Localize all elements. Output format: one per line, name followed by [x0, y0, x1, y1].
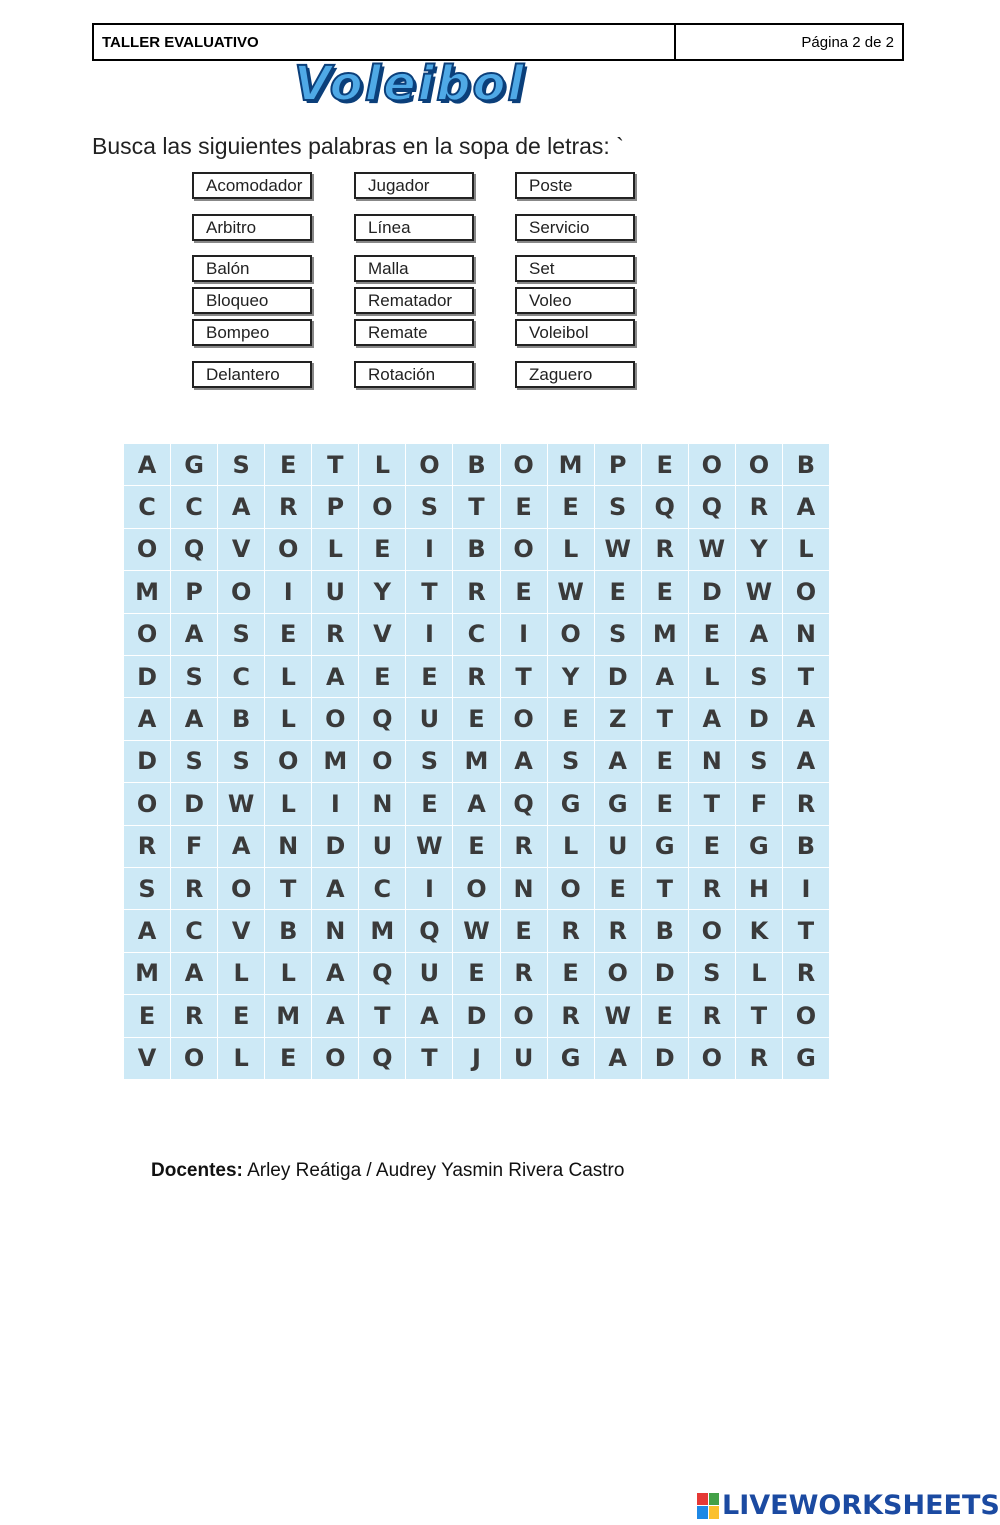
grid-letter[interactable]: L — [218, 1038, 265, 1080]
grid-letter[interactable]: T — [689, 783, 736, 825]
grid-letter[interactable]: S — [171, 656, 218, 698]
word-box: Rotación — [354, 361, 474, 388]
grid-letter[interactable]: W — [595, 995, 642, 1037]
grid-letter[interactable]: A — [406, 995, 453, 1037]
grid-letter[interactable]: E — [218, 995, 265, 1037]
grid-letter[interactable]: C — [453, 614, 500, 656]
grid-letter[interactable]: W — [453, 910, 500, 952]
grid-letter[interactable]: Q — [171, 529, 218, 571]
grid-letter[interactable]: O — [406, 444, 453, 486]
grid-letter[interactable]: E — [689, 826, 736, 868]
grid-letter[interactable]: A — [736, 614, 783, 656]
word-box: Bompeo — [192, 319, 312, 346]
grid-letter[interactable]: S — [218, 614, 265, 656]
grid-letter[interactable]: E — [124, 995, 171, 1037]
grid-letter[interactable]: R — [312, 614, 359, 656]
worksheet-title: Voleibol — [294, 56, 526, 112]
grid-letter[interactable]: T — [501, 656, 548, 698]
grid-letter[interactable]: T — [453, 486, 500, 528]
grid-letter[interactable]: E — [501, 486, 548, 528]
grid-letter[interactable]: I — [501, 614, 548, 656]
grid-letter[interactable]: L — [265, 656, 312, 698]
grid-letter[interactable]: R — [265, 486, 312, 528]
grid-letter[interactable]: C — [218, 656, 265, 698]
grid-letter[interactable]: O — [501, 995, 548, 1037]
brand-text: LIVEWORKSHEETS — [722, 1490, 1000, 1521]
grid-letter[interactable]: E — [453, 698, 500, 740]
grid-letter[interactable]: U — [312, 571, 359, 613]
grid-letter[interactable]: O — [171, 1038, 218, 1080]
grid-letter[interactable]: W — [689, 529, 736, 571]
grid-letter[interactable]: I — [406, 529, 453, 571]
word-box: Arbitro — [192, 214, 312, 241]
grid-letter[interactable]: T — [642, 868, 689, 910]
grid-letter[interactable]: O — [265, 529, 312, 571]
grid-letter[interactable]: L — [265, 953, 312, 995]
grid-letter[interactable]: G — [548, 783, 595, 825]
word-box: Set — [515, 255, 635, 282]
grid-letter[interactable]: A — [453, 783, 500, 825]
grid-letter[interactable]: R — [171, 995, 218, 1037]
grid-letter[interactable]: R — [548, 995, 595, 1037]
grid-letter[interactable]: G — [548, 1038, 595, 1080]
grid-letter[interactable]: S — [736, 656, 783, 698]
grid-letter[interactable]: V — [218, 910, 265, 952]
grid-letter[interactable]: D — [642, 1038, 689, 1080]
grid-letter[interactable]: P — [171, 571, 218, 613]
grid-letter[interactable]: C — [171, 486, 218, 528]
grid-letter[interactable]: E — [642, 995, 689, 1037]
grid-letter[interactable]: T — [736, 995, 783, 1037]
grid-letter[interactable]: A — [783, 741, 830, 783]
grid-letter[interactable]: E — [642, 444, 689, 486]
grid-letter[interactable]: M — [453, 741, 500, 783]
grid-letter[interactable]: U — [501, 1038, 548, 1080]
liveworksheets-logo-icon — [697, 1493, 719, 1519]
grid-letter[interactable]: M — [548, 444, 595, 486]
grid-letter[interactable]: E — [642, 741, 689, 783]
grid-letter[interactable]: I — [783, 868, 830, 910]
grid-letter[interactable]: W — [736, 571, 783, 613]
grid-letter[interactable]: R — [453, 656, 500, 698]
word-box: Malla — [354, 255, 474, 282]
grid-letter[interactable]: B — [453, 529, 500, 571]
grid-letter[interactable]: C — [171, 910, 218, 952]
grid-letter[interactable]: R — [501, 826, 548, 868]
grid-letter[interactable]: D — [595, 656, 642, 698]
grid-letter[interactable]: S — [124, 868, 171, 910]
grid-letter[interactable]: U — [359, 826, 406, 868]
grid-letter[interactable]: E — [265, 444, 312, 486]
grid-letter[interactable]: O — [265, 741, 312, 783]
grid-letter[interactable]: S — [548, 741, 595, 783]
grid-letter[interactable]: R — [689, 868, 736, 910]
grid-letter[interactable]: J — [453, 1038, 500, 1080]
grid-letter[interactable]: K — [736, 910, 783, 952]
teachers-credit — [151, 1160, 624, 1182]
grid-letter[interactable]: N — [501, 868, 548, 910]
grid-letter[interactable]: E — [642, 571, 689, 613]
grid-letter[interactable]: I — [265, 571, 312, 613]
grid-letter[interactable]: Q — [501, 783, 548, 825]
grid-letter[interactable]: O — [359, 486, 406, 528]
grid-letter[interactable]: D — [453, 995, 500, 1037]
grid-letter[interactable]: L — [783, 529, 830, 571]
word-box: Voleo — [515, 287, 635, 314]
grid-letter[interactable]: D — [642, 953, 689, 995]
grid-letter[interactable]: O — [689, 444, 736, 486]
grid-letter[interactable]: M — [124, 953, 171, 995]
grid-letter[interactable]: T — [265, 868, 312, 910]
grid-letter[interactable]: B — [642, 910, 689, 952]
word-box: Voleibol — [515, 319, 635, 346]
grid-letter[interactable]: L — [265, 783, 312, 825]
word-box: Rematador — [354, 287, 474, 314]
grid-letter[interactable]: E — [406, 656, 453, 698]
grid-letter[interactable]: R — [548, 910, 595, 952]
grid-letter[interactable]: G — [171, 444, 218, 486]
grid-letter[interactable]: B — [218, 698, 265, 740]
grid-letter[interactable]: L — [548, 826, 595, 868]
grid-letter[interactable]: O — [548, 614, 595, 656]
grid-letter[interactable]: N — [359, 783, 406, 825]
grid-letter[interactable]: Q — [642, 486, 689, 528]
grid-letter[interactable]: A — [124, 444, 171, 486]
grid-letter[interactable]: C — [124, 486, 171, 528]
grid-letter[interactable]: E — [689, 614, 736, 656]
grid-letter[interactable]: H — [736, 868, 783, 910]
grid-letter[interactable]: E — [501, 910, 548, 952]
grid-letter[interactable]: A — [312, 868, 359, 910]
grid-letter[interactable]: R — [783, 783, 830, 825]
grid-letter[interactable]: O — [359, 741, 406, 783]
grid-letter[interactable]: E — [453, 953, 500, 995]
grid-letter[interactable]: U — [595, 826, 642, 868]
grid-letter[interactable]: S — [689, 953, 736, 995]
grid-letter[interactable]: R — [595, 910, 642, 952]
grid-letter[interactable]: R — [736, 486, 783, 528]
grid-letter[interactable]: M — [642, 614, 689, 656]
grid-letter[interactable]: O — [501, 698, 548, 740]
grid-letter[interactable]: U — [406, 698, 453, 740]
grid-letter[interactable]: Q — [406, 910, 453, 952]
grid-letter[interactable]: W — [595, 529, 642, 571]
grid-letter[interactable]: O — [689, 910, 736, 952]
grid-letter[interactable]: L — [218, 953, 265, 995]
grid-letter[interactable]: O — [124, 614, 171, 656]
grid-letter[interactable]: O — [312, 698, 359, 740]
grid-letter[interactable]: N — [265, 826, 312, 868]
grid-letter[interactable]: A — [595, 741, 642, 783]
grid-letter[interactable]: L — [312, 529, 359, 571]
grid-letter[interactable]: G — [595, 783, 642, 825]
grid-letter[interactable]: S — [595, 614, 642, 656]
grid-letter[interactable]: E — [595, 868, 642, 910]
grid-letter[interactable]: O — [501, 444, 548, 486]
grid-letter[interactable]: S — [736, 741, 783, 783]
grid-letter[interactable]: G — [783, 1038, 830, 1080]
word-list — [192, 172, 642, 392]
grid-letter[interactable]: B — [265, 910, 312, 952]
grid-letter[interactable]: A — [312, 953, 359, 995]
grid-letter[interactable]: Q — [359, 698, 406, 740]
grid-letter[interactable]: E — [548, 698, 595, 740]
word-box: Balón — [192, 255, 312, 282]
grid-letter[interactable]: V — [359, 614, 406, 656]
grid-letter[interactable]: A — [642, 656, 689, 698]
grid-letter[interactable]: R — [736, 1038, 783, 1080]
grid-letter[interactable]: E — [642, 783, 689, 825]
grid-letter[interactable]: E — [265, 1038, 312, 1080]
grid-letter[interactable]: S — [218, 741, 265, 783]
grid-letter[interactable]: R — [453, 571, 500, 613]
grid-letter[interactable]: A — [171, 953, 218, 995]
grid-letter[interactable]: T — [359, 995, 406, 1037]
grid-letter[interactable]: I — [312, 783, 359, 825]
word-box: Zaguero — [515, 361, 635, 388]
grid-letter[interactable]: A — [218, 486, 265, 528]
grid-letter[interactable]: O — [501, 529, 548, 571]
grid-letter[interactable]: S — [406, 741, 453, 783]
grid-letter[interactable]: Y — [548, 656, 595, 698]
grid-letter[interactable]: E — [548, 953, 595, 995]
grid-letter[interactable]: V — [218, 529, 265, 571]
grid-letter[interactable]: M — [265, 995, 312, 1037]
grid-letter[interactable]: L — [736, 953, 783, 995]
grid-letter[interactable]: A — [124, 698, 171, 740]
grid-letter[interactable]: M — [124, 571, 171, 613]
grid-letter[interactable]: Y — [359, 571, 406, 613]
grid-letter[interactable]: A — [783, 698, 830, 740]
grid-letter[interactable]: T — [312, 444, 359, 486]
grid-letter[interactable]: A — [171, 698, 218, 740]
grid-letter[interactable]: W — [548, 571, 595, 613]
word-box: Delantero — [192, 361, 312, 388]
grid-letter[interactable]: R — [689, 995, 736, 1037]
grid-letter[interactable]: Z — [595, 698, 642, 740]
grid-letter[interactable]: I — [406, 868, 453, 910]
word-box: Bloqueo — [192, 287, 312, 314]
grid-letter[interactable]: A — [218, 826, 265, 868]
grid-letter[interactable]: R — [642, 529, 689, 571]
word-box: Poste — [515, 172, 635, 199]
grid-letter[interactable]: Q — [689, 486, 736, 528]
grid-letter[interactable]: O — [736, 444, 783, 486]
grid-letter[interactable]: N — [312, 910, 359, 952]
grid-letter[interactable]: E — [501, 571, 548, 613]
grid-letter[interactable]: R — [783, 953, 830, 995]
grid-letter[interactable]: E — [406, 783, 453, 825]
grid-letter[interactable]: P — [595, 444, 642, 486]
word-box: Acomodador — [192, 172, 312, 199]
grid-letter[interactable]: L — [265, 698, 312, 740]
grid-letter[interactable]: M — [312, 741, 359, 783]
grid-letter[interactable]: S — [595, 486, 642, 528]
grid-letter[interactable]: A — [501, 741, 548, 783]
grid-letter[interactable]: I — [406, 614, 453, 656]
grid-letter[interactable]: F — [171, 826, 218, 868]
grid-letter[interactable]: O — [312, 1038, 359, 1080]
grid-letter[interactable]: E — [359, 529, 406, 571]
grid-letter[interactable]: A — [689, 698, 736, 740]
grid-letter[interactable]: T — [406, 1038, 453, 1080]
grid-letter[interactable]: O — [218, 868, 265, 910]
grid-letter[interactable]: P — [312, 486, 359, 528]
grid-letter[interactable]: N — [783, 614, 830, 656]
grid-letter[interactable]: A — [312, 995, 359, 1037]
grid-letter[interactable]: N — [689, 741, 736, 783]
grid-letter[interactable]: B — [453, 444, 500, 486]
grid-letter[interactable]: D — [312, 826, 359, 868]
grid-letter[interactable]: R — [171, 868, 218, 910]
grid-letter[interactable]: V — [124, 1038, 171, 1080]
instruction-text: Busca las siguientes palabras en la sopa de letras: ` — [92, 133, 624, 159]
teachers-names: Arley Reátiga / Audrey Yasmin Rivera Castro — [242, 1160, 625, 1181]
grid-letter[interactable]: A — [595, 1038, 642, 1080]
grid-letter[interactable]: D — [736, 698, 783, 740]
grid-letter[interactable]: W — [406, 826, 453, 868]
grid-letter[interactable]: E — [548, 486, 595, 528]
header-title: TALLER EVALUATIVO — [94, 25, 676, 59]
grid-letter[interactable]: O — [453, 868, 500, 910]
grid-letter[interactable]: E — [595, 571, 642, 613]
grid-letter[interactable]: D — [689, 571, 736, 613]
grid-letter[interactable]: L — [548, 529, 595, 571]
word-box: Línea — [354, 214, 474, 241]
grid-letter[interactable]: G — [642, 826, 689, 868]
word-box: Jugador — [354, 172, 474, 199]
grid-letter[interactable]: S — [171, 741, 218, 783]
grid-letter[interactable]: L — [689, 656, 736, 698]
grid-letter[interactable]: O — [783, 995, 830, 1037]
grid-letter[interactable]: R — [501, 953, 548, 995]
grid-letter[interactable]: B — [783, 444, 830, 486]
grid-letter[interactable]: R — [124, 826, 171, 868]
grid-letter[interactable]: E — [359, 656, 406, 698]
grid-letter[interactable]: M — [359, 910, 406, 952]
grid-letter[interactable]: D — [124, 741, 171, 783]
grid-letter[interactable]: B — [783, 826, 830, 868]
grid-letter[interactable]: A — [783, 486, 830, 528]
page-number: Página 2 de 2 — [801, 33, 894, 51]
teachers-label: Docentes: — [151, 1160, 243, 1181]
grid-letter[interactable]: O — [218, 571, 265, 613]
grid-letter[interactable]: O — [595, 953, 642, 995]
word-box: Remate — [354, 319, 474, 346]
grid-letter[interactable]: W — [218, 783, 265, 825]
grid-letter[interactable]: O — [124, 529, 171, 571]
grid-letter[interactable]: O — [548, 868, 595, 910]
grid-letter[interactable]: L — [359, 444, 406, 486]
grid-letter[interactable]: O — [783, 571, 830, 613]
grid-letter[interactable]: T — [783, 910, 830, 952]
grid-letter[interactable]: Y — [736, 529, 783, 571]
grid-letter[interactable]: T — [783, 656, 830, 698]
grid-letter[interactable]: O — [124, 783, 171, 825]
grid-letter[interactable]: T — [642, 698, 689, 740]
grid-letter[interactable]: E — [265, 614, 312, 656]
grid-letter[interactable]: A — [124, 910, 171, 952]
grid-letter[interactable]: C — [359, 868, 406, 910]
grid-letter[interactable]: T — [406, 571, 453, 613]
grid-letter[interactable]: S — [406, 486, 453, 528]
grid-letter[interactable]: G — [736, 826, 783, 868]
grid-letter[interactable]: D — [171, 783, 218, 825]
grid-letter[interactable]: A — [171, 614, 218, 656]
liveworksheets-brand — [697, 1490, 1000, 1521]
grid-letter[interactable]: Q — [359, 953, 406, 995]
grid-letter[interactable]: A — [312, 656, 359, 698]
grid-letter[interactable]: O — [689, 1038, 736, 1080]
grid-letter[interactable]: E — [453, 826, 500, 868]
grid-letter[interactable]: Q — [359, 1038, 406, 1080]
grid-letter[interactable]: D — [124, 656, 171, 698]
grid-letter[interactable]: S — [218, 444, 265, 486]
word-search-grid — [124, 444, 830, 1080]
grid-letter[interactable]: U — [406, 953, 453, 995]
grid-letter[interactable]: F — [736, 783, 783, 825]
word-box: Servicio — [515, 214, 635, 241]
